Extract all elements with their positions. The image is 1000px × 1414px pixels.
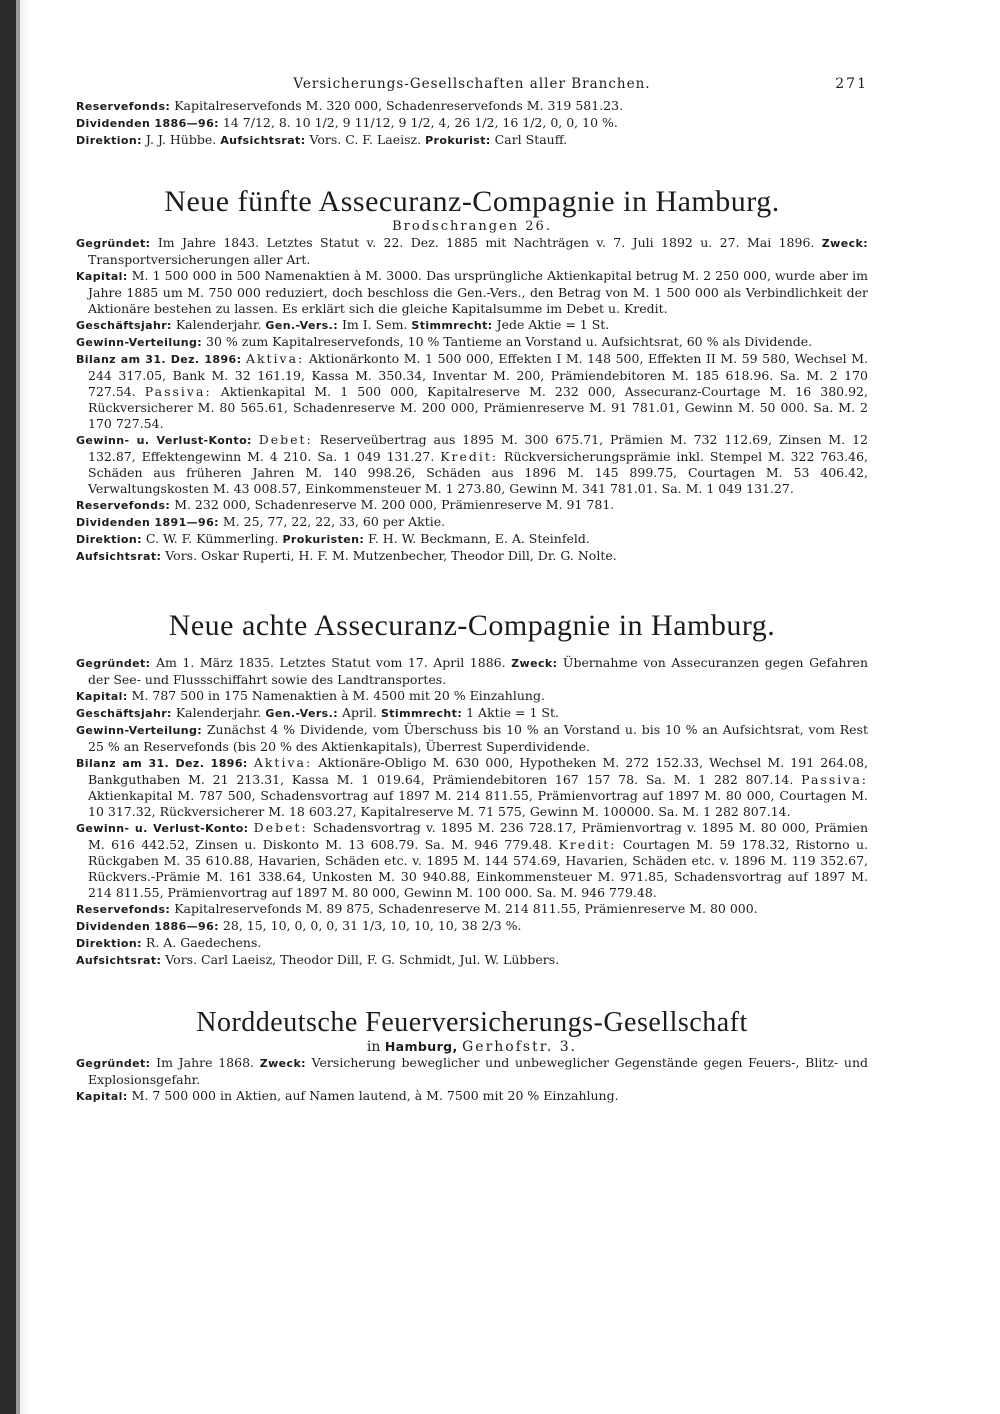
page <box>76 76 868 1105</box>
company1-direktion-label: Direktion: <box>76 533 142 546</box>
intro-prokurist-text: Carl Stauff. <box>494 132 568 147</box>
intro-direktion <box>76 132 868 149</box>
company2-gegruendet-label: Gegründet: <box>76 657 151 670</box>
intro-section <box>76 98 868 149</box>
company2-bilanz-text-2: Aktienkapital M. 787 500, Schadensvortrag auf 1897 M. 214 811.55, Prämienvortrag auf 1897 M. 80 000, Courtagen M. 10 317.32, Rückversicherer M. 18 603.27, Kapitalreserve M. 71 575, Gewinn M. 100000. Sa. M. 1 282 807.14. <box>88 788 868 819</box>
company2-reserve-label: Reservefonds: <box>76 903 171 916</box>
company2-dividend-label: Dividenden 1886—96: <box>76 920 219 933</box>
company3-section <box>76 1007 868 1105</box>
company2-direktion-label: Direktion: <box>76 937 142 950</box>
company1-gewinnverteilung-text: 30 % zum Kapitalreservefonds, 10 % Tantieme an Vorstand u. Aufsichtsrat, 60 % als Dividende. <box>206 334 813 349</box>
company1-geschaeftsjahr-text: Kalenderjahr. <box>175 317 262 332</box>
company2-guv-debet-word: Debet: <box>253 820 308 835</box>
company2-section <box>76 609 868 969</box>
company1-dividend-text: M. 25, 77, 22, 22, 33, 60 per Aktie. <box>222 514 446 529</box>
company2-aufsichtsrat-text: Vors. Carl Laeisz, Theodor Dill, F. G. Schmidt, Jul. W. Lübbers. <box>165 952 560 967</box>
company3-title: Norddeutsche Feuerversicherungs-Gesellschaft <box>196 1007 748 1038</box>
company2-guv-text-2: Courtagen M. 59 178.32, Ristorno u. Rückgaben M. 35 610.88, Havarien, Schäden etc. v. 1895 M. 144 574.69, Havarien, Schäden etc. v. 1896 M. 119 352.67, Rückvers.-Prämie M. 161 338.64, Unkosten M. 30 940.88, Einkommensteuer M. 971.85, Schadensvortrag auf 1897 M. 214 811.55, Prämienvortrag auf 1897 M. 80 000, Gewinn M. 100 000. Sa. M. 946 779.48. <box>88 837 868 900</box>
company2-kapital-label: Kapital: <box>76 690 128 703</box>
company3-gegruendet <box>76 1055 868 1088</box>
intro-aufsichtsrat-text: Vors. C. F. Laeisz. <box>309 132 422 147</box>
company1-prokuristen-text: F. H. W. Beckmann, E. A. Steinfeld. <box>368 531 590 546</box>
company3-kapital <box>76 1088 868 1105</box>
company3-subtitle <box>76 1039 868 1055</box>
scan-edge <box>0 0 30 1414</box>
company3-gegruendet-text: Im Jahre 1868. <box>156 1055 255 1070</box>
company2-gewinnverteilung-label: Gewinn-Verteilung: <box>76 724 203 737</box>
company1-dividend-label: Dividenden 1891—96: <box>76 516 219 529</box>
company2-gewinnverteilung <box>76 722 868 755</box>
company3-subtitle-street: Gerhofstr. 3. <box>462 1039 578 1055</box>
company3-subtitle-city: Hamburg, <box>384 1039 458 1054</box>
company2-stimmrecht-label: Stimmrecht: <box>380 707 463 720</box>
company1-zweck-text: Transportversicherungen aller Art. <box>88 252 311 267</box>
company2-guv <box>76 820 868 901</box>
company2-geschaeftsjahr <box>76 705 868 722</box>
company1-bilanz <box>76 351 868 432</box>
company3-gegruendet-label: Gegründet: <box>76 1057 151 1070</box>
company2-bilanz-passiva-word: Passiva: <box>801 772 869 787</box>
company2-zweck-text: Übernahme von Assecuranzen gegen Gefahren der See- und Flussschiffahrt sowie des Landtransportes. <box>88 655 869 687</box>
intro-aufsichtsrat-label: Aufsichtsrat: <box>220 134 306 147</box>
company1-direktion-text: C. W. F. Kümmerling. <box>145 531 279 546</box>
company2-kapital <box>76 688 868 705</box>
company2-guv-label: Gewinn- u. Verlust-Konto: <box>76 822 249 835</box>
company1-section <box>76 185 868 565</box>
company1-gegruendet <box>76 235 868 268</box>
company1-gewinnverteilung <box>76 334 868 351</box>
company1-genvers-text: Im I. Sem. <box>341 317 408 332</box>
intro-direktion-label: Direktion: <box>76 134 142 147</box>
company1-stimmrecht-label: Stimmrecht: <box>411 319 493 332</box>
intro-reserve-text: Kapitalreservefonds M. 320 000, Schadenreservefonds M. 319 581.23. <box>174 98 624 113</box>
intro-prokurist-label: Prokurist: <box>425 134 491 147</box>
intro-dividend-label: Dividenden 1886—96: <box>76 117 219 130</box>
company2-bilanz <box>76 755 868 820</box>
company2-bilanz-label: Bilanz am 31. Dez. 1896: <box>76 757 248 770</box>
company1-aufsichtsrat-label: Aufsichtsrat: <box>76 550 162 563</box>
company1-guv-kredit-word: Kredit: <box>440 449 499 464</box>
company2-bilanz-text-1: Aktionäre-Obligo M. 630 000, Hypotheken M. 272 152.33, Wechsel M. 191 264.08, Bankguthaben M. 21 213.31, Kassa M. 1 019.64, Prämiendebitoren 167 157 78. Sa. M. 1 282 807.14. <box>88 755 868 787</box>
company2-aufsichtsrat <box>76 952 868 969</box>
page-number: 271 <box>835 76 868 92</box>
intro-reserve <box>76 98 868 115</box>
company3-kapital-label: Kapital: <box>76 1090 128 1103</box>
company1-gegruendet-label: Gegründet: <box>76 237 151 250</box>
company2-guv-text-1: Schadensvortrag v. 1895 M. 236 728.17, Prämienvortrag v. 1895 M. 80 000, Prämien M. 616 442.52, Zinsen u. Diskonto M. 13 608.79. Sa. M. 946 779.48. <box>88 820 868 852</box>
company1-geschaeftsjahr-label: Geschäftsjahr: <box>76 319 172 332</box>
company1-bilanz-text-2: Aktienkapital M. 1 500 000, Kapitalreserve M. 232 000, Assecuranz-Courtage M. 16 380.92, Rückversicherer M. 80 565.61, Schadenreserve M. 200 000, Prämienreserve M. 91 781.01, Gewinn M. 50 000. Sa. M. 2 170 727.54. <box>88 384 868 431</box>
company3-zweck-label: Zweck: <box>259 1057 306 1070</box>
intro-reserve-label: Reservefonds: <box>76 100 171 113</box>
company1-bilanz-label: Bilanz am 31. Dez. 1896: <box>76 353 242 366</box>
running-title: Versicherungs-Gesellschaften aller Branchen. <box>293 76 651 92</box>
intro-direktion-text: J. J. Hübbe. <box>145 132 217 147</box>
company1-bilanz-text-1: Aktionärkonto M. 1 500 000, Effekten I M. 148 500, Effekten II M. 59 580, Wechsel M. 244 317.05, Bank M. 32 161.19, Kassa M. 350.34, Inventar M. 200, Prämiendebitoren M. 185 618.96. Sa. M. 2 170 727.54. <box>88 351 868 399</box>
company1-guv-text-1: Reserveübertrag aus 1895 M. 300 675.71, Prämien M. 732 112.69, Zinsen M. 12 132.87, Effektengewinn M. 4 210. Sa. 1 049 131.27. <box>88 432 868 464</box>
company2-kapital-text: M. 787 500 in 175 Namenaktien à M. 4500 mit 20 % Einzahlung. <box>131 688 545 703</box>
company1-reserve-text: M. 232 000, Schadenreserve M. 200 000, Prämienreserve M. 91 781. <box>174 497 615 512</box>
company1-bilanz-aktiva-word: Aktiva: <box>245 351 305 366</box>
company2-genvers-text: April. <box>341 705 377 720</box>
company1-direktion <box>76 531 868 548</box>
company1-dividend <box>76 514 868 531</box>
company1-gegruendet-text: Im Jahre 1843. Letztes Statut v. 22. Dez. 1885 mit Nachträgen v. 7. Juli 1892 u. 27. Mai 1896. <box>157 235 815 250</box>
company1-address: Brodschrangen 26. <box>392 219 552 234</box>
company1-prokuristen-label: Prokuristen: <box>282 533 365 546</box>
company2-gegruendet <box>76 655 868 688</box>
company2-guv-kredit-word: Kredit: <box>558 837 617 852</box>
company2-bilanz-aktiva-word: Aktiva: <box>253 755 313 770</box>
company1-aufsichtsrat <box>76 548 868 565</box>
company2-stimmrecht-text: 1 Aktie = 1 St. <box>466 705 559 720</box>
company2-direktion-text: R. A. Gaedechens. <box>145 935 262 950</box>
company2-genvers-label: Gen.-Vers.: <box>265 707 338 720</box>
company1-kapital-label: Kapital: <box>76 270 128 283</box>
company2-direktion <box>76 935 868 952</box>
company2-gegruendet-text: Am 1. März 1835. Letztes Statut vom 17. April 1886. <box>156 655 506 670</box>
company2-title: Neue achte Assecuranz-Compagnie in Hamburg. <box>168 609 776 642</box>
company2-geschaeftsjahr-label: Geschäftsjahr: <box>76 707 172 720</box>
company2-dividend-text: 28, 15, 10, 0, 0, 0, 31 1/3, 10, 10, 10, 38 2/3 %. <box>222 918 522 933</box>
company1-aufsichtsrat-text: Vors. Oskar Ruperti, H. F. M. Mutzenbecher, Theodor Dill, Dr. G. Nolte. <box>165 548 617 563</box>
company1-zweck-label: Zweck: <box>821 237 869 250</box>
company1-guv-text-2: Rückversicherungsprämie inkl. Stempel M. 322 763.46, Schäden aus früheren Jahren M. 140 998.26, Schäden aus 1896 M. 145 899.75, Courtagen M. 53 406.42, Verwaltungskosten M. 43 008.57, Einkommensteuer M. 1 273.80, Gewinn M. 341 781.01. Sa. M. 1 049 131.27. <box>88 449 869 496</box>
company2-reserve-text: Kapitalreservefonds M. 89 875, Schadenreserve M. 214 811.55, Prämienreserve M. 80 000. <box>174 901 758 916</box>
company3-subtitle-prefix: in <box>366 1039 381 1055</box>
company2-reserve <box>76 901 868 918</box>
company1-kapital-text: M. 1 500 000 in 500 Namenaktien à M. 3000. Das ursprüngliche Aktienkapital betrug M. 2 250 000, wurde aber im Jahre 1885 um M. 750 000 reduziert, doch beschloss die Gen.-Vers., den Betrag von M. 1 500 000 als Verbindlichkeit der Aktionäre bestehen zu lassen. Es erklärt sich die gleiche Kapitalsumme im Debet u. Kredit. <box>88 268 868 316</box>
company1-guv-label: Gewinn- u. Verlust-Konto: <box>76 434 252 447</box>
company2-zweck-label: Zweck: <box>511 657 558 670</box>
company1-gewinnverteilung-label: Gewinn-Verteilung: <box>76 336 203 349</box>
intro-dividend <box>76 115 868 132</box>
company2-geschaeftsjahr-text: Kalenderjahr. <box>175 705 262 720</box>
company1-guv <box>76 432 868 497</box>
company1-stimmrecht-text: Jede Aktie = 1 St. <box>496 317 610 332</box>
company1-guv-debet-word: Debet: <box>258 432 313 447</box>
company3-zweck-text: Versicherung beweglicher und unbeweglicher Gegenstände gegen Feuers-, Blitz- und Explosionsgefahr. <box>88 1055 868 1087</box>
company2-gewinnverteilung-text: Zunächst 4 % Dividende, vom Überschuss bis 10 % an Vorstand u. bis 10 % an Aufsichtsrat, vom Rest 25 % an Reservefonds (bis 20 % des Aktienkapitals), Überrest Superdividende. <box>88 722 868 754</box>
company1-bilanz-passiva-word: Passiva: <box>144 384 212 399</box>
company1-geschaeftsjahr <box>76 317 868 334</box>
company1-reserve <box>76 497 868 514</box>
company1-reserve-label: Reservefonds: <box>76 499 171 512</box>
company3-kapital-text: M. 7 500 000 in Aktien, auf Namen lautend, à M. 7500 mit 20 % Einzahlung. <box>131 1088 619 1103</box>
running-head <box>76 76 868 98</box>
company2-aufsichtsrat-label: Aufsichtsrat: <box>76 954 162 967</box>
company1-kapital <box>76 268 868 317</box>
company1-title: Neue fünfte Assecuranz-Compagnie in Hamburg. <box>164 185 780 218</box>
company2-dividend <box>76 918 868 935</box>
company1-genvers-label: Gen.-Vers.: <box>265 319 338 332</box>
intro-dividend-text: 14 7/12, 8. 10 1/2, 9 11/12, 9 1/2, 4, 26 1/2, 16 1/2, 0, 0, 10 %. <box>222 115 618 130</box>
